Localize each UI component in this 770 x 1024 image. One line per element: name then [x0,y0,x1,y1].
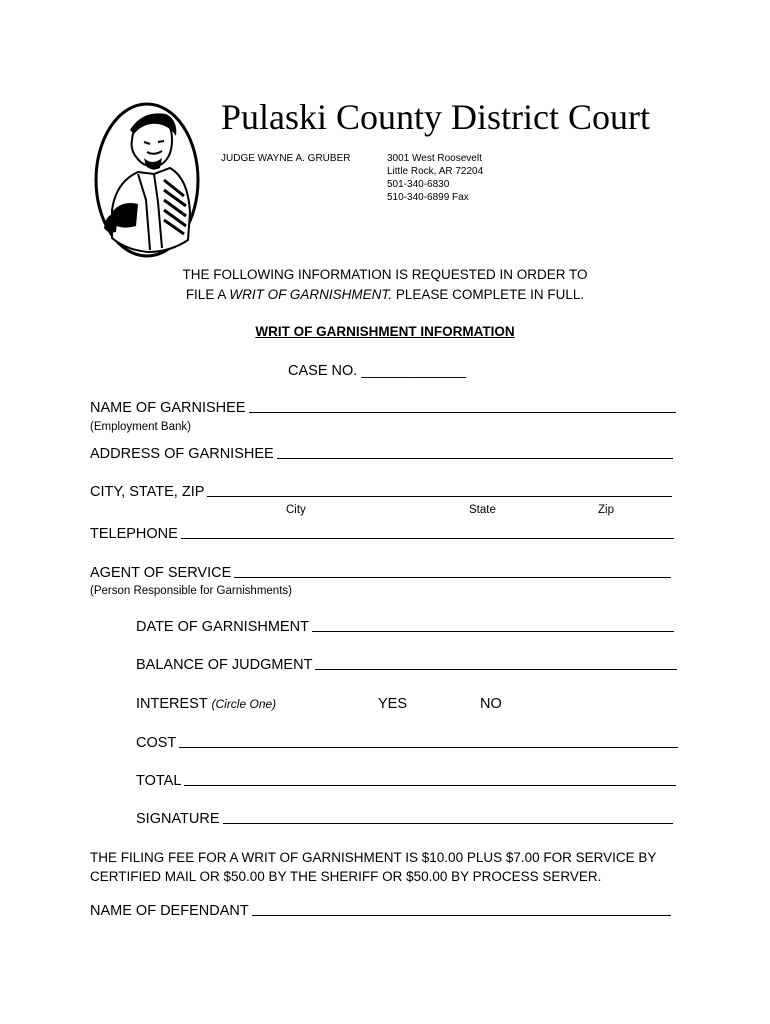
garnishee-name-field[interactable] [90,400,676,416]
case-no [288,363,466,379]
defendant-name-line[interactable] [252,914,671,916]
intro-writ-italic: WRIT OF GARNISHMENT. [229,287,393,302]
sub-city: City [286,504,306,516]
interest-label-text: INTEREST [136,696,208,712]
form-title: WRIT OF GARNISHMENT INFORMATION [255,324,515,339]
sub-state: State [469,504,496,516]
fee-notice-line-2: CERTIFIED MAIL OR $50.00 BY THE SHERIFF OR $50.00 BY PROCESS SERVER. [90,869,602,884]
total-line[interactable] [184,784,676,786]
court-name: Pulaski County District Court [221,97,651,137]
cost-label: COST [136,735,177,751]
case-no-label: CASE NO. [288,363,358,379]
fax-line: 510-340-6899 Fax [387,192,469,203]
address-line: 3001 West Roosevelt [387,153,482,164]
defendant-name-label: NAME OF DEFENDANT [90,903,249,919]
balance-of-judgment-field[interactable] [136,657,677,673]
city-state-zip-field[interactable] [90,484,672,500]
intro-suffix: PLEASE COMPLETE IN FULL. [392,287,585,302]
balance-of-judgment-line[interactable] [315,668,677,670]
intro-prefix: FILE A [185,287,230,302]
telephone-label: TELEPHONE [90,526,178,542]
telephone-field[interactable] [90,526,674,542]
garnishee-address-field[interactable] [90,446,673,462]
garnishee-address-line[interactable] [277,457,673,459]
address-line: Little Rock, AR 72204 [387,166,484,177]
total-label: TOTAL [136,773,182,789]
total-field[interactable] [136,773,676,789]
date-of-garnishment-label: DATE OF GARNISHMENT [136,619,309,635]
agent-of-service-field[interactable] [90,565,671,581]
cost-field[interactable] [136,735,678,751]
intro-line-2 [0,287,770,302]
garnishee-name-label: NAME OF GARNISHEE [90,400,246,416]
garnishee-address-label: ADDRESS OF GARNISHEE [90,446,274,462]
city-state-zip-label: CITY, STATE, ZIP [90,484,205,500]
judge-name: JUDGE WAYNE A. GRUBER [221,153,351,164]
agent-of-service-note: (Person Responsible for Garnishments) [90,585,292,597]
garnishee-name-line[interactable] [249,411,677,413]
interest-yes-option[interactable]: YES [378,696,408,712]
defendant-name-field[interactable] [90,903,671,919]
fee-notice-line-1: THE FILING FEE FOR A WRIT OF GARNISHMENT IS $10.00 PLUS $7.00 FOR SERVICE BY [90,850,657,865]
balance-of-judgment-label: BALANCE OF JUDGMENT [136,657,313,673]
case-no-input[interactable]: _____________ [361,363,467,379]
signature-line[interactable] [223,822,673,824]
date-of-garnishment-line[interactable] [312,630,674,632]
garnishee-name-note: (Employment Bank) [90,421,191,433]
date-of-garnishment-field[interactable] [136,619,674,635]
court-seal-portrait-icon [92,100,202,262]
interest-label [136,696,276,712]
intro-line-1: THE FOLLOWING INFORMATION IS REQUESTED IN ORDER TO [182,267,588,282]
city-state-zip-line[interactable] [207,495,672,497]
signature-label: SIGNATURE [136,811,220,827]
interest-no-option[interactable]: NO [480,696,502,712]
interest-hint: (Circle One) [211,697,277,711]
telephone-line[interactable] [181,537,674,539]
sub-zip: Zip [598,504,614,516]
cost-line[interactable] [179,746,678,748]
phone-line: 501-340-6830 [387,179,450,190]
agent-of-service-label: AGENT OF SERVICE [90,565,232,581]
court-address [387,152,483,204]
agent-of-service-line[interactable] [234,576,671,578]
signature-field[interactable] [136,811,673,827]
